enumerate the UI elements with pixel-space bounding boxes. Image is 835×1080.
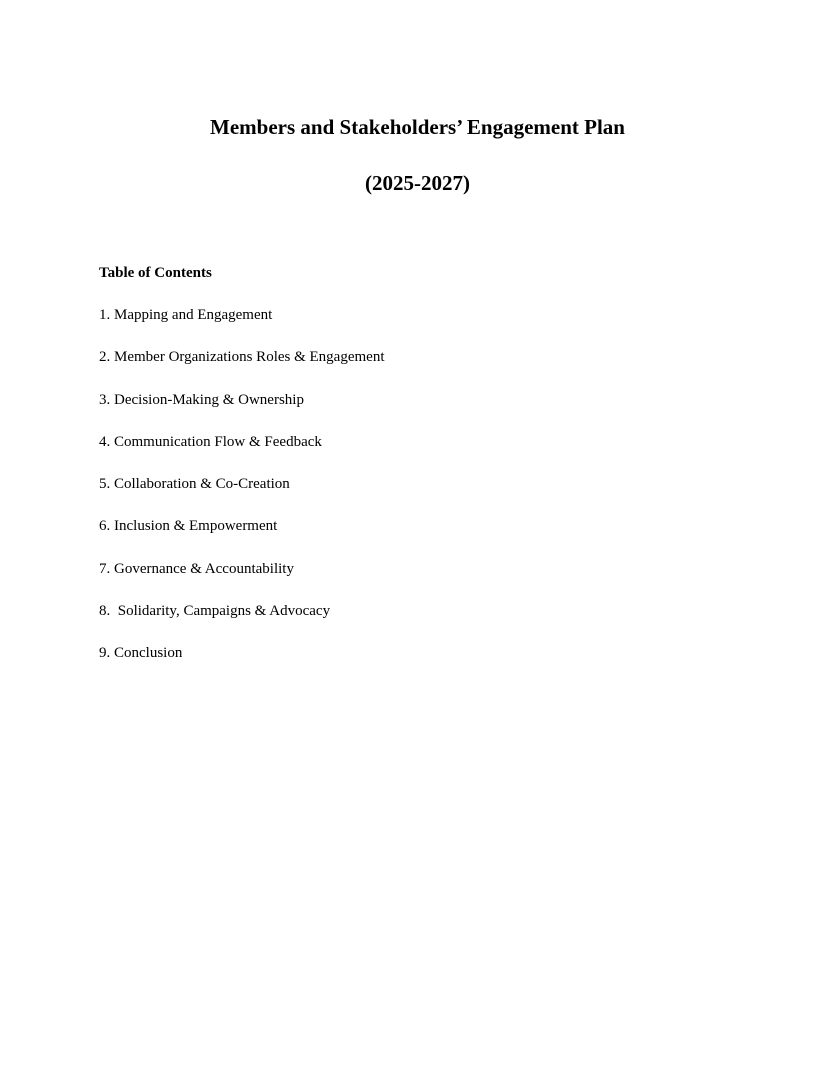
toc-item-member-organizations[interactable]: 2. Member Organizations Roles & Engagement [99,349,385,366]
document-title: Members and Stakeholders’ Engagement Plan [210,115,625,139]
toc-item-solidarity[interactable]: 8. Solidarity, Campaigns & Advocacy [99,602,331,619]
toc-heading: Table of Contents [99,265,212,281]
document-subtitle: (2025-2027) [365,171,470,195]
toc-item-conclusion[interactable]: 9. Conclusion [99,645,183,661]
toc-item-collaboration[interactable]: 5. Collaboration & Co-Creation [99,476,290,492]
toc-item-mapping[interactable]: 1. Mapping and Engagement [99,307,273,323]
toc-item-governance[interactable]: 7. Governance & Accountability [99,560,294,577]
toc-item-inclusion[interactable]: 6. Inclusion & Empowerment [99,518,278,535]
toc-item-communication[interactable]: 4. Communication Flow & Feedback [99,433,322,450]
toc-item-decision-making[interactable]: 3. Decision-Making & Ownership [99,391,304,408]
table-of-contents [99,305,385,685]
